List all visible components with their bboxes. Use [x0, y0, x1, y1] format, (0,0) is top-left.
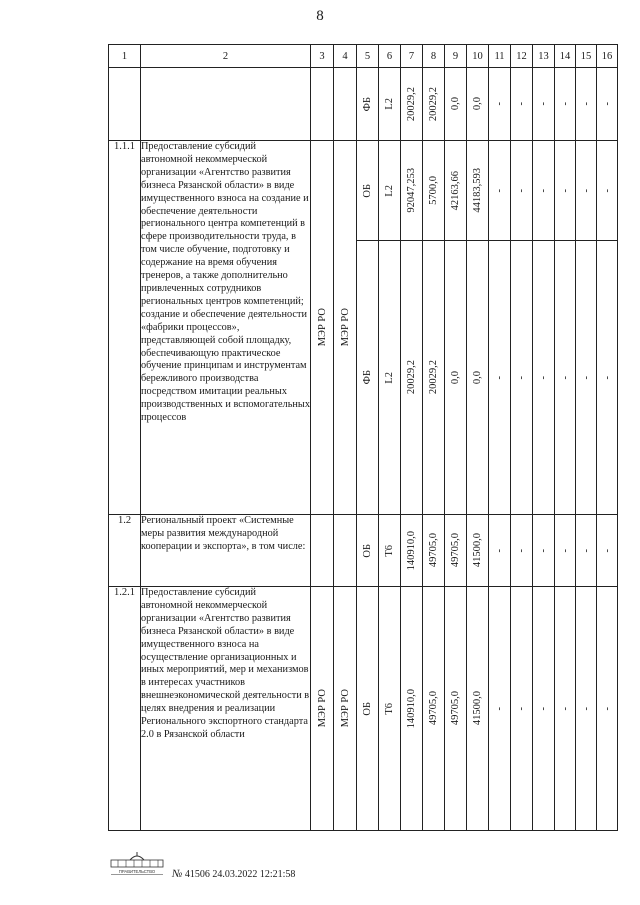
- registration-footer: [108, 850, 428, 890]
- executor-cell: МЭР РО: [339, 308, 351, 347]
- document-table: [108, 44, 618, 831]
- value-year-1: 49705,0: [428, 533, 439, 568]
- dash-cell: -: [601, 548, 613, 553]
- header-cell: 4: [334, 45, 357, 68]
- header-cell: 7: [401, 45, 423, 68]
- registration-timestamp: 24.03.2022 12:21:58: [212, 869, 296, 880]
- header-cell: 12: [511, 45, 533, 68]
- responsible-cell: [311, 515, 334, 587]
- value-year-3: 44183,593: [472, 168, 483, 213]
- value-year-1: 5700,0: [428, 176, 439, 205]
- value-total: 20029,2: [406, 86, 417, 122]
- dash-cell: -: [559, 548, 571, 553]
- header-cell: 3: [311, 45, 334, 68]
- responsible-cell: МЭР РО: [316, 308, 328, 347]
- dash-cell: -: [538, 188, 549, 193]
- value-total: 92047,253: [406, 168, 417, 213]
- dash-cell: -: [538, 102, 549, 106]
- dash-cell: -: [601, 706, 613, 711]
- value-year-1: 20029,2: [428, 360, 439, 395]
- dash-cell: -: [538, 375, 549, 380]
- executor-cell: [334, 515, 357, 587]
- dash-cell: -: [516, 188, 527, 193]
- value-year-2: 0,0: [450, 97, 461, 111]
- dash-cell: -: [516, 102, 527, 106]
- header-cell: 8: [423, 45, 445, 68]
- funding-source: ФБ: [362, 370, 373, 385]
- registration-stamp: [172, 868, 295, 880]
- executor-cell: [334, 68, 357, 141]
- header-cell: 9: [445, 45, 467, 68]
- row-description: Предоставление субсидий автономной некоммерческой организации «Агентство развития бизнеса Рязанской области» в виде имущественного взноса на осуществление организационных и иных мероприятий, мер и механизмов в интересах участников внешнеэкономической деятельности в целях внедрения и реализации Регионального экспортного стандарта 2.0 в Рязанской области: [141, 587, 311, 831]
- dash-cell: -: [516, 706, 527, 711]
- dash-cell: -: [580, 102, 592, 106]
- value-year-1: 20029,2: [428, 86, 439, 122]
- funding-source: ФБ: [362, 96, 373, 112]
- value-year-2: 49705,0: [450, 691, 461, 726]
- row-description: [141, 68, 311, 141]
- value-year-3: 41500,0: [472, 691, 483, 726]
- header-cell: 10: [467, 45, 489, 68]
- header-cell: 14: [555, 45, 576, 68]
- header-row: [109, 45, 618, 68]
- dash-cell: -: [538, 706, 549, 711]
- budget-code: Т6: [384, 702, 395, 715]
- table-row-1-2-1: [109, 587, 618, 831]
- value-year-2: 0,0: [450, 370, 461, 385]
- logo-caption: ПРАВИТЕЛЬСТВО: [118, 869, 156, 874]
- government-logo-icon: [108, 850, 166, 876]
- value-year-3: 0,0: [472, 370, 483, 385]
- responsible-cell: МЭР РО: [316, 689, 328, 728]
- row-description: Предоставление субсидий автономной некоммерческой организации «Агентство развития бизнеса Рязанской области» в виде имущественного взноса на создание и обеспечение деятельности регионального центра компетенций в сфере производительности труда, в том числе обучение, подготовку и содержание на время обучения тренеров, а также дополнительно привлеченных сотрудников региональных центров компетенций; создание и обеспечение деятельности «фабрики процессов», представляющей собой площадку, обеспечивающую практическое обучение принципам и инструментам бережливого производства посредством имитации реальных производственных и вспомогательных процессов: [141, 141, 311, 515]
- dash-cell: -: [516, 548, 527, 553]
- table-row-1-2: [109, 515, 618, 587]
- dash-cell: -: [580, 548, 592, 553]
- responsible-cell: [311, 68, 334, 141]
- value-year-3: 41500,0: [472, 533, 483, 568]
- dash-cell: -: [601, 375, 613, 380]
- dash-cell: -: [559, 102, 571, 106]
- header-cell: 15: [576, 45, 597, 68]
- dash-cell: -: [494, 548, 505, 553]
- row-number: 1.2: [109, 515, 141, 587]
- header-cell: 13: [533, 45, 555, 68]
- dash-cell: -: [494, 188, 505, 193]
- budget-code: Т6: [384, 544, 395, 557]
- funding-source: ОБ: [362, 543, 373, 558]
- dash-cell: -: [538, 548, 549, 553]
- table-row-1-1-1: [109, 141, 618, 241]
- dash-cell: -: [494, 706, 505, 711]
- header-cell: 11: [489, 45, 511, 68]
- dash-cell: -: [580, 706, 592, 711]
- dash-cell: -: [559, 188, 571, 193]
- value-total: 20029,2: [406, 360, 417, 395]
- value-total: 140910,0: [406, 688, 417, 729]
- dash-cell: -: [580, 375, 592, 380]
- dash-cell: -: [601, 188, 613, 193]
- executor-cell: МЭР РО: [339, 689, 351, 728]
- dash-cell: -: [601, 102, 613, 106]
- dash-cell: -: [494, 375, 505, 380]
- header-cell: 16: [597, 45, 618, 68]
- row-number: [109, 68, 141, 141]
- row-number: 1.1.1: [109, 141, 141, 515]
- value-year-1: 49705,0: [428, 691, 439, 726]
- table-row-continuation: [109, 68, 618, 141]
- header-cell: 5: [357, 45, 379, 68]
- value-total: 140910,0: [406, 530, 417, 571]
- budget-code: L2: [384, 184, 395, 197]
- value-year-3: 0,0: [472, 97, 483, 111]
- dash-cell: -: [559, 706, 571, 711]
- header-cell: 2: [141, 45, 311, 68]
- dash-cell: -: [516, 375, 527, 380]
- dash-cell: -: [559, 375, 571, 380]
- budget-code: L2: [384, 371, 395, 384]
- funding-source: ОБ: [362, 183, 373, 198]
- dash-cell: -: [494, 102, 505, 106]
- value-year-2: 49705,0: [450, 533, 461, 568]
- number-symbol: №: [172, 868, 183, 880]
- document-number: 41506: [184, 869, 210, 880]
- header-cell: 6: [379, 45, 401, 68]
- value-year-2: 42163,66: [450, 170, 461, 211]
- budget-code: L2: [384, 98, 395, 110]
- funding-source: ОБ: [362, 701, 373, 716]
- row-number: 1.2.1: [109, 587, 141, 831]
- page-number: 8: [316, 8, 324, 24]
- row-description: Региональный проект «Системные меры развития международной кооперации и экспорта», в том числе:: [141, 515, 311, 587]
- dash-cell: -: [580, 188, 592, 193]
- header-cell: 1: [109, 45, 141, 68]
